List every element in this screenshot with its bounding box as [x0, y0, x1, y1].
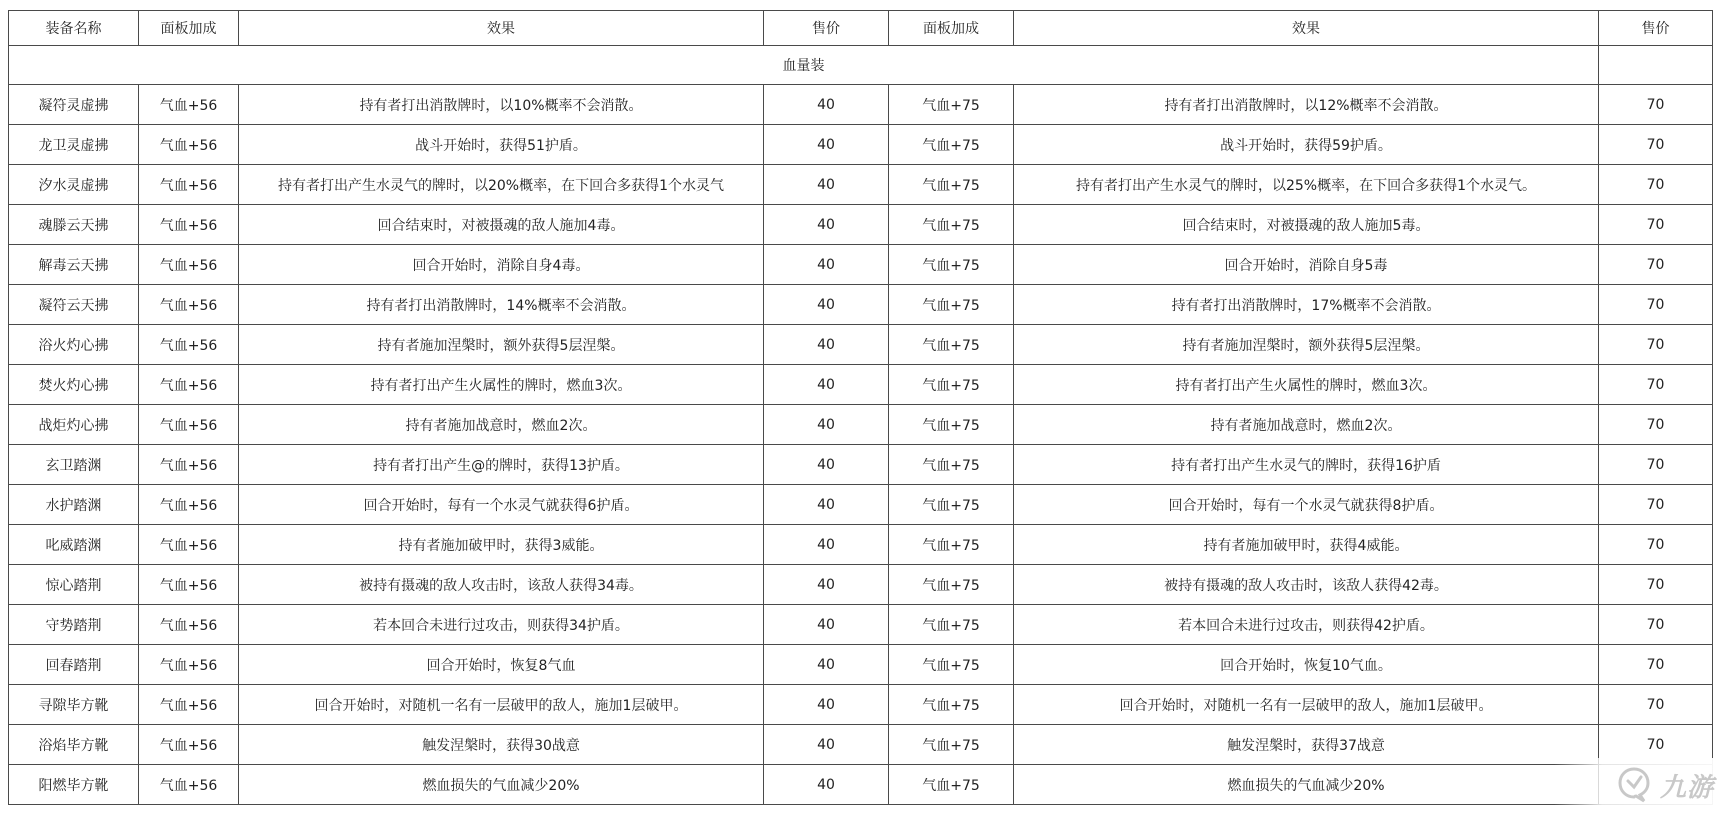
- cell-price: 40: [764, 725, 889, 765]
- group-empty-cell: [1599, 46, 1713, 85]
- table-row: [9, 485, 1713, 525]
- cell-effect-upgraded: 若本回合未进行过攻击，则获得42护盾。: [1014, 605, 1599, 645]
- cell-stat-bonus: 气血+56: [139, 685, 239, 725]
- cell-effect: 战斗开始时，获得51护盾。: [239, 125, 764, 165]
- cell-price: 40: [764, 365, 889, 405]
- cell-effect: 持有者打出消散牌时，以10%概率不会消散。: [239, 85, 764, 125]
- cell-stat-bonus-upgraded: 气血+75: [889, 445, 1014, 485]
- cell-equipment-name: 浴焰毕方靴: [9, 725, 139, 765]
- table-row: [9, 365, 1713, 405]
- cell-stat-bonus: 气血+56: [139, 85, 239, 125]
- table-row: [9, 645, 1713, 685]
- cell-price-upgraded: 70: [1599, 365, 1713, 405]
- cell-effect-upgraded: 持有者施加战意时，燃血2次。: [1014, 405, 1599, 445]
- cell-price-upgraded: 70: [1599, 125, 1713, 165]
- cell-price: 40: [764, 325, 889, 365]
- header-equipment-name: 装备名称: [9, 11, 139, 46]
- cell-stat-bonus: 气血+56: [139, 405, 239, 445]
- cell-stat-bonus: 气血+56: [139, 485, 239, 525]
- cell-stat-bonus-upgraded: 气血+75: [889, 605, 1014, 645]
- cell-effect: 持有者施加破甲时，获得3威能。: [239, 525, 764, 565]
- cell-effect-upgraded: 持有者打出消散牌时，以12%概率不会消散。: [1014, 85, 1599, 125]
- cell-price-upgraded: 70: [1599, 405, 1713, 445]
- table-row: [9, 165, 1713, 205]
- cell-effect: 若本回合未进行过攻击，则获得34护盾。: [239, 605, 764, 645]
- cell-price: 40: [764, 165, 889, 205]
- cell-stat-bonus: 气血+56: [139, 165, 239, 205]
- cell-equipment-name: 阳燃毕方靴: [9, 765, 139, 805]
- table-row: [9, 725, 1713, 765]
- header-stat-bonus-upgraded: 面板加成: [889, 11, 1014, 46]
- group-label: 血量装: [9, 46, 1599, 85]
- table-row: [9, 325, 1713, 365]
- cell-stat-bonus: 气血+56: [139, 645, 239, 685]
- cell-stat-bonus-upgraded: 气血+75: [889, 685, 1014, 725]
- table-row: [9, 285, 1713, 325]
- cell-equipment-name: 焚火灼心拂: [9, 365, 139, 405]
- cell-effect-upgraded: 回合开始时，每有一个水灵气就获得8护盾。: [1014, 485, 1599, 525]
- cell-effect: 持有者打出消散牌时，14%概率不会消散。: [239, 285, 764, 325]
- cell-equipment-name: 水护踏渊: [9, 485, 139, 525]
- cell-equipment-name: 凝符云天拂: [9, 285, 139, 325]
- cell-effect-upgraded: 持有者打出产生水灵气的牌时，获得16护盾: [1014, 445, 1599, 485]
- table-row: [9, 85, 1713, 125]
- cell-price: 40: [764, 565, 889, 605]
- cell-stat-bonus-upgraded: 气血+75: [889, 125, 1014, 165]
- cell-price-upgraded: 70: [1599, 85, 1713, 125]
- cell-equipment-name: 浴火灼心拂: [9, 325, 139, 365]
- cell-equipment-name: 惊心踏荆: [9, 565, 139, 605]
- cell-price-upgraded: 70: [1599, 245, 1713, 285]
- cell-price-upgraded: 70: [1599, 605, 1713, 645]
- cell-effect: 触发涅槃时，获得30战意: [239, 725, 764, 765]
- cell-effect-upgraded: 持有者打出消散牌时，17%概率不会消散。: [1014, 285, 1599, 325]
- cell-effect: 回合开始时，恢复8气血: [239, 645, 764, 685]
- cell-effect: 回合开始时，对随机一名有一层破甲的敌人，施加1层破甲。: [239, 685, 764, 725]
- cell-effect-upgraded: 持有者打出产生火属性的牌时，燃血3次。: [1014, 365, 1599, 405]
- cell-equipment-name: 守势踏荆: [9, 605, 139, 645]
- cell-effect: 燃血损失的气血减少20%: [239, 765, 764, 805]
- cell-stat-bonus-upgraded: 气血+75: [889, 365, 1014, 405]
- cell-equipment-name: 战炬灼心拂: [9, 405, 139, 445]
- header-price-upgraded: 售价: [1599, 11, 1713, 46]
- cell-stat-bonus-upgraded: 气血+75: [889, 525, 1014, 565]
- cell-price-upgraded: 70: [1599, 725, 1713, 765]
- table-row: [9, 605, 1713, 645]
- cell-price-upgraded: 70: [1599, 325, 1713, 365]
- table-row: [9, 205, 1713, 245]
- cell-price: 40: [764, 605, 889, 645]
- cell-effect: 持有者打出产生水灵气的牌时，以20%概率，在下回合多获得1个水灵气: [239, 165, 764, 205]
- table-row: [9, 765, 1713, 805]
- cell-price: 40: [764, 485, 889, 525]
- header-stat-bonus: 面板加成: [139, 11, 239, 46]
- cell-stat-bonus-upgraded: 气血+75: [889, 205, 1014, 245]
- cell-equipment-name: 龙卫灵虚拂: [9, 125, 139, 165]
- cell-price: 40: [764, 85, 889, 125]
- cell-effect-upgraded: 回合开始时，对随机一名有一层破甲的敌人，施加1层破甲。: [1014, 685, 1599, 725]
- header-effect-upgraded: 效果: [1014, 11, 1599, 46]
- cell-effect: 持有者打出产生@的牌时，获得13护盾。: [239, 445, 764, 485]
- cell-effect-upgraded: 被持有摄魂的敌人攻击时，该敌人获得42毒。: [1014, 565, 1599, 605]
- cell-stat-bonus: 气血+56: [139, 525, 239, 565]
- cell-price-upgraded: 70: [1599, 285, 1713, 325]
- cell-stat-bonus-upgraded: 气血+75: [889, 645, 1014, 685]
- cell-stat-bonus: 气血+56: [139, 765, 239, 805]
- cell-price-upgraded: 70: [1599, 685, 1713, 725]
- cell-price: 40: [764, 525, 889, 565]
- cell-equipment-name: 魂滕云天拂: [9, 205, 139, 245]
- cell-price-upgraded: 70: [1599, 525, 1713, 565]
- cell-stat-bonus: 气血+56: [139, 725, 239, 765]
- cell-equipment-name: 凝符灵虚拂: [9, 85, 139, 125]
- cell-effect: 持有者施加战意时，燃血2次。: [239, 405, 764, 445]
- cell-equipment-name: 解毒云天拂: [9, 245, 139, 285]
- cell-effect-upgraded: 战斗开始时，获得59护盾。: [1014, 125, 1599, 165]
- cell-price: 40: [764, 765, 889, 805]
- cell-effect-upgraded: 持有者施加破甲时，获得4威能。: [1014, 525, 1599, 565]
- cell-price-upgraded: 70: [1599, 445, 1713, 485]
- cell-effect-upgraded: 持有者施加涅槃时，额外获得5层涅槃。: [1014, 325, 1599, 365]
- table-row: [9, 405, 1713, 445]
- cell-price-upgraded: 70: [1599, 645, 1713, 685]
- cell-equipment-name: 寻隙毕方靴: [9, 685, 139, 725]
- table-row: [9, 565, 1713, 605]
- header-row: [9, 11, 1713, 46]
- cell-price-upgraded: 70: [1599, 565, 1713, 605]
- cell-stat-bonus-upgraded: 气血+75: [889, 165, 1014, 205]
- cell-effect-upgraded: 回合开始时，消除自身5毒: [1014, 245, 1599, 285]
- cell-effect: 回合结束时，对被摄魂的敌人施加4毒。: [239, 205, 764, 245]
- table-row: [9, 685, 1713, 725]
- cell-effect: 回合开始时，每有一个水灵气就获得6护盾。: [239, 485, 764, 525]
- group-row: [9, 46, 1713, 85]
- watermark-text: 九游: [1659, 772, 1714, 803]
- cell-price-upgraded: 70: [1599, 165, 1713, 205]
- header-effect: 效果: [239, 11, 764, 46]
- table-row: [9, 445, 1713, 485]
- table-row: [9, 245, 1713, 285]
- cell-stat-bonus: 气血+56: [139, 125, 239, 165]
- cell-equipment-name: 叱威踏渊: [9, 525, 139, 565]
- cell-effect-upgraded: 回合开始时，恢复10气血。: [1014, 645, 1599, 685]
- table-row: [9, 125, 1713, 165]
- cell-stat-bonus-upgraded: 气血+75: [889, 285, 1014, 325]
- cell-price: 40: [764, 205, 889, 245]
- cell-stat-bonus-upgraded: 气血+75: [889, 725, 1014, 765]
- cell-price: 40: [764, 685, 889, 725]
- cell-price-upgraded: [1599, 765, 1713, 805]
- cell-price-upgraded: 70: [1599, 485, 1713, 525]
- cell-stat-bonus-upgraded: 气血+75: [889, 485, 1014, 525]
- cell-stat-bonus: 气血+56: [139, 285, 239, 325]
- cell-effect: 被持有摄魂的敌人攻击时，该敌人获得34毒。: [239, 565, 764, 605]
- cell-stat-bonus: 气血+56: [139, 205, 239, 245]
- cell-stat-bonus: 气血+56: [139, 605, 239, 645]
- cell-effect-upgraded: 燃血损失的气血减少20%: [1014, 765, 1599, 805]
- cell-stat-bonus-upgraded: 气血+75: [889, 245, 1014, 285]
- cell-equipment-name: 汐水灵虚拂: [9, 165, 139, 205]
- cell-effect-upgraded: 持有者打出产生水灵气的牌时，以25%概率，在下回合多获得1个水灵气。: [1014, 165, 1599, 205]
- cell-price: 40: [764, 445, 889, 485]
- header-price: 售价: [764, 11, 889, 46]
- cell-price: 40: [764, 245, 889, 285]
- cell-stat-bonus: 气血+56: [139, 445, 239, 485]
- cell-stat-bonus-upgraded: 气血+75: [889, 765, 1014, 805]
- cell-effect-upgraded: 回合结束时，对被摄魂的敌人施加5毒。: [1014, 205, 1599, 245]
- table-row: [9, 525, 1713, 565]
- cell-price: 40: [764, 405, 889, 445]
- cell-stat-bonus-upgraded: 气血+75: [889, 325, 1014, 365]
- cell-stat-bonus: 气血+56: [139, 245, 239, 285]
- cell-stat-bonus: 气血+56: [139, 325, 239, 365]
- cell-stat-bonus-upgraded: 气血+75: [889, 405, 1014, 445]
- cell-price: 40: [764, 125, 889, 165]
- cell-stat-bonus: 气血+56: [139, 565, 239, 605]
- cell-stat-bonus-upgraded: 气血+75: [889, 85, 1014, 125]
- cell-stat-bonus: 气血+56: [139, 365, 239, 405]
- equipment-table: [8, 10, 1713, 805]
- cell-equipment-name: 回春踏荆: [9, 645, 139, 685]
- cell-effect: 回合开始时，消除自身4毒。: [239, 245, 764, 285]
- cell-effect-upgraded: 触发涅槃时，获得37战意: [1014, 725, 1599, 765]
- cell-effect: 持有者打出产生火属性的牌时，燃血3次。: [239, 365, 764, 405]
- cell-effect: 持有者施加涅槃时，额外获得5层涅槃。: [239, 325, 764, 365]
- cell-equipment-name: 玄卫踏渊: [9, 445, 139, 485]
- cell-price: 40: [764, 645, 889, 685]
- cell-stat-bonus-upgraded: 气血+75: [889, 565, 1014, 605]
- cell-price-upgraded: 70: [1599, 205, 1713, 245]
- cell-price: 40: [764, 285, 889, 325]
